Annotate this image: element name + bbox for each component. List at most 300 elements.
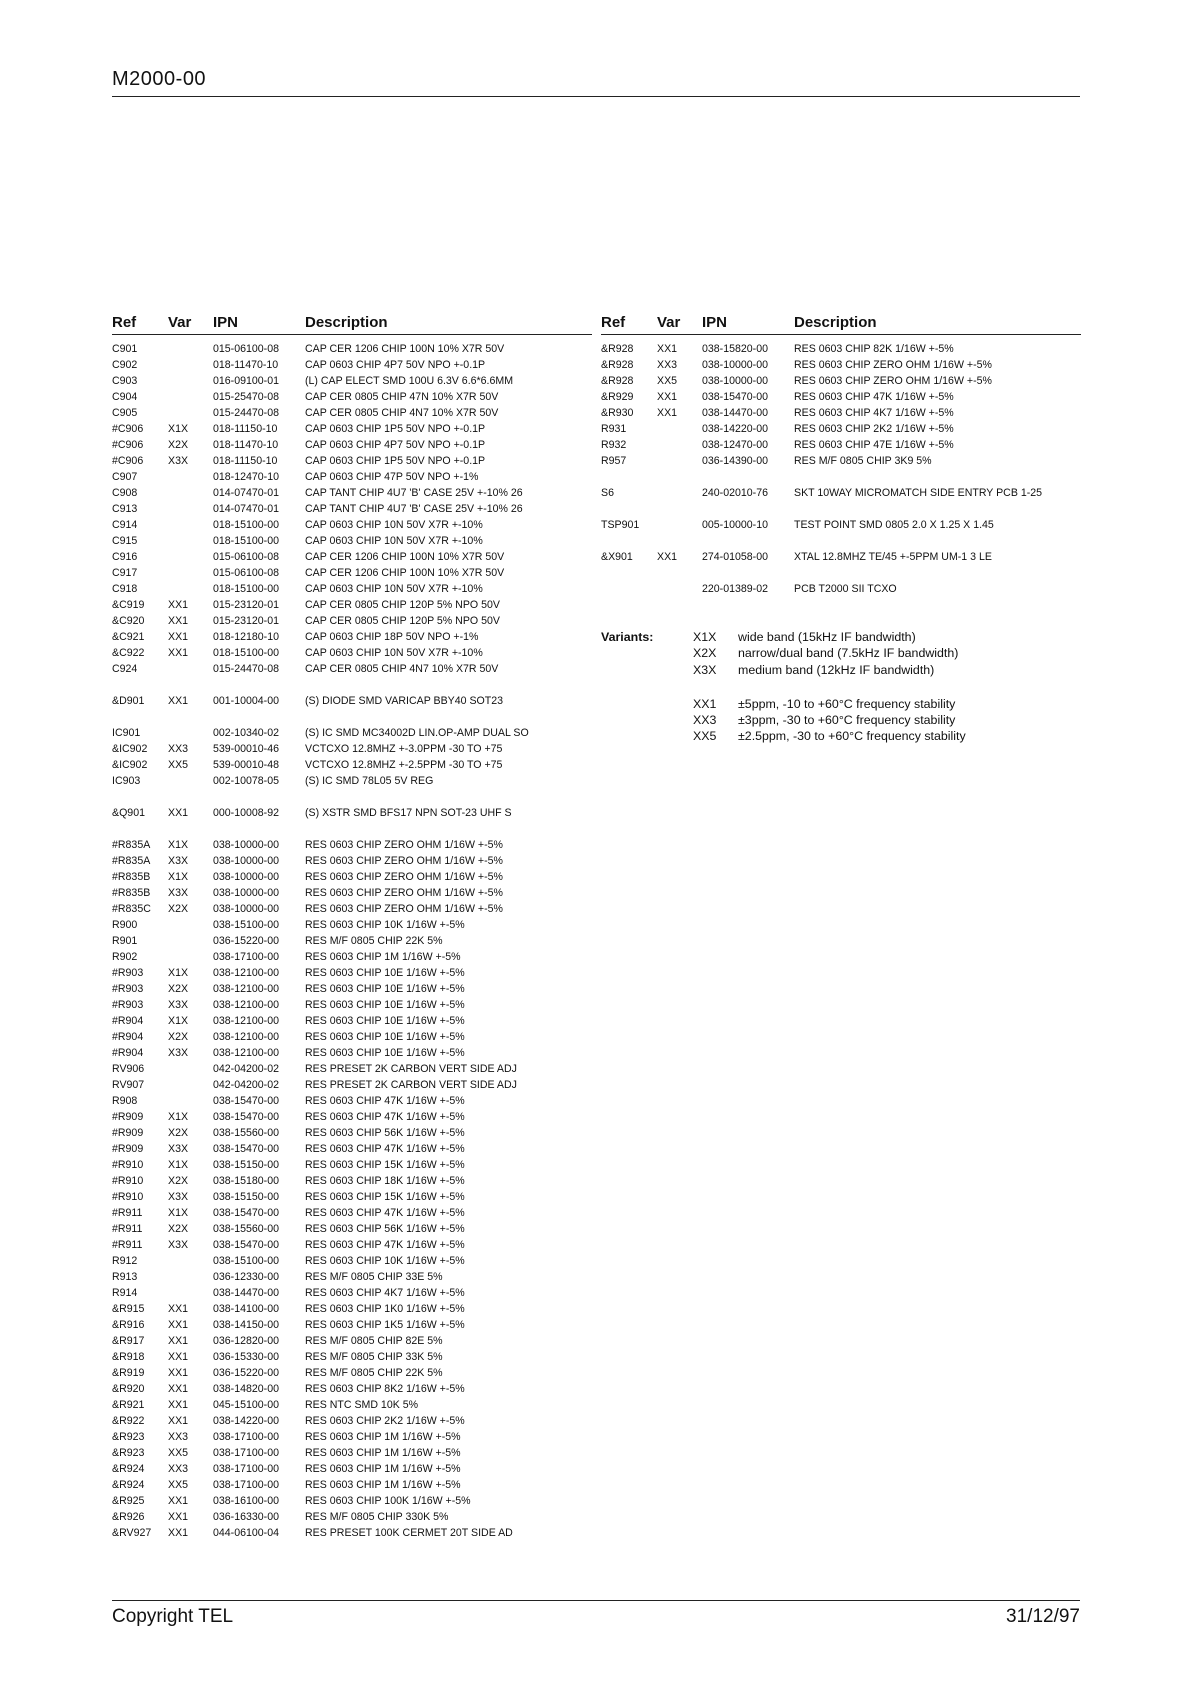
- cell-description: CAP 0603 CHIP 4P7 50V NPO +-0.1P: [305, 439, 486, 451]
- cell-description: CAP 0603 CHIP 10N 50V X7R +-10%: [305, 583, 483, 595]
- cell-ipn: 038-15100-00: [213, 1255, 279, 1267]
- cell-description: RES PRESET 100K CERMET 20T SIDE AD: [305, 1527, 513, 1539]
- cell-ipn: 015-23120-01: [213, 599, 279, 611]
- cell-var: X1X: [168, 1015, 189, 1027]
- cell-var: XX1: [168, 1383, 189, 1395]
- cell-description: RES 0603 CHIP ZERO OHM 1/16W +-5%: [305, 887, 503, 899]
- cell-ref: #R909: [112, 1143, 144, 1155]
- cell-ref: C901: [112, 343, 138, 355]
- cell-ref: C907: [112, 471, 138, 483]
- cell-description: RES 0603 CHIP 47K 1/16W +-5%: [305, 1111, 465, 1123]
- table-row: [112, 1237, 592, 1253]
- cell-ipn: 015-06100-08: [213, 343, 279, 355]
- cell-ref: &R920: [112, 1383, 145, 1395]
- table-row: [112, 389, 592, 405]
- cell-var: X1X: [168, 423, 189, 435]
- row-spacer: [601, 469, 1081, 485]
- cell-var: XX1: [657, 551, 678, 563]
- header-ref: Ref: [601, 314, 626, 331]
- cell-description: CAP 0603 CHIP 10N 50V X7R +-10%: [305, 647, 483, 659]
- variant-code: X3X: [693, 662, 717, 677]
- header-ipn: IPN: [213, 314, 239, 331]
- cell-ref: &R926: [112, 1511, 145, 1523]
- cell-description: RES 0603 CHIP 10E 1/16W +-5%: [305, 1031, 465, 1043]
- cell-var: X3X: [168, 1191, 189, 1203]
- cell-var: XX1: [168, 631, 189, 643]
- column-headers: [601, 314, 1081, 335]
- cell-var: XX1: [168, 1319, 189, 1331]
- cell-var: X1X: [168, 871, 189, 883]
- table-row: [601, 437, 1081, 453]
- cell-ipn: 038-14100-00: [213, 1303, 279, 1315]
- cell-var: X2X: [168, 1031, 189, 1043]
- cell-ref: #R910: [112, 1175, 144, 1187]
- table-row: [112, 805, 592, 821]
- table-row: [112, 1029, 592, 1045]
- cell-ref: C904: [112, 391, 138, 403]
- cell-ref: C916: [112, 551, 138, 563]
- table-row: [601, 517, 1081, 533]
- cell-description: RES M/F 0805 CHIP 33E 5%: [305, 1271, 443, 1283]
- cell-ref: #R904: [112, 1031, 144, 1043]
- row-spacer: [601, 533, 1081, 549]
- table-row: [601, 373, 1081, 389]
- cell-ref: C914: [112, 519, 138, 531]
- cell-description: XTAL 12.8MHZ TE/45 +-5PPM UM-1 3 LE: [794, 551, 992, 563]
- cell-var: X2X: [168, 1223, 189, 1235]
- table-row: [112, 933, 592, 949]
- cell-ref: &Q901: [112, 807, 145, 819]
- cell-ref: &R919: [112, 1367, 145, 1379]
- table-row: [112, 725, 592, 741]
- variant-code: X1X: [693, 630, 717, 644]
- cell-ipn: 015-25470-08: [213, 391, 279, 403]
- table-row: [112, 485, 592, 501]
- table-row: [601, 389, 1081, 405]
- cell-ref: #R911: [112, 1239, 143, 1251]
- cell-description: RES 0603 CHIP 1K0 1/16W +-5%: [305, 1303, 465, 1315]
- table-row: [112, 1397, 592, 1413]
- cell-description: RES 0603 CHIP ZERO OHM 1/16W +-5%: [305, 903, 503, 915]
- cell-ref: &IC902: [112, 759, 148, 771]
- cell-ipn: 038-12100-00: [213, 1031, 279, 1043]
- table-row: [112, 949, 592, 965]
- cell-ref: #R903: [112, 999, 144, 1011]
- cell-description: RES M/F 0805 CHIP 33K 5%: [305, 1351, 443, 1363]
- cell-description: RES PRESET 2K CARBON VERT SIDE ADJ: [305, 1063, 517, 1075]
- cell-var: X3X: [168, 455, 189, 467]
- cell-description: RES 0603 CHIP 47K 1/16W +-5%: [794, 391, 954, 403]
- cell-description: RES 0603 CHIP 15K 1/16W +-5%: [305, 1159, 465, 1171]
- cell-description: RES 0603 CHIP ZERO OHM 1/16W +-5%: [794, 375, 992, 387]
- table-row: [601, 421, 1081, 437]
- cell-ipn: 042-04200-02: [213, 1063, 279, 1075]
- cell-ref: &C921: [112, 631, 145, 643]
- table-row: [112, 965, 592, 981]
- cell-description: CAP 0603 CHIP 10N 50V X7R +-10%: [305, 519, 483, 531]
- cell-var: X3X: [168, 855, 189, 867]
- cell-description: RES 0603 CHIP 2K2 1/16W +-5%: [794, 423, 954, 435]
- cell-description: CAP CER 1206 CHIP 100N 10% X7R 50V: [305, 567, 505, 579]
- table-row: [112, 1285, 592, 1301]
- table-row: [112, 1109, 592, 1125]
- table-row: [112, 341, 592, 357]
- cell-description: RES 0603 CHIP 47K 1/16W +-5%: [305, 1095, 465, 1107]
- cell-var: X2X: [168, 983, 189, 995]
- cell-description: RES 0603 CHIP 1K5 1/16W +-5%: [305, 1319, 465, 1331]
- table-row: [112, 741, 592, 757]
- cell-ref: &R921: [112, 1399, 145, 1411]
- table-row: [112, 549, 592, 565]
- cell-description: RES M/F 0805 CHIP 82E 5%: [305, 1335, 443, 1347]
- cell-ipn: 018-11150-10: [213, 455, 278, 467]
- cell-ipn: 038-16100-00: [213, 1495, 279, 1507]
- table-row: [112, 645, 592, 661]
- cell-description: CAP 0603 CHIP 1P5 50V NPO +-0.1P: [305, 455, 486, 467]
- table-row: [112, 773, 592, 789]
- row-spacer: [112, 821, 592, 837]
- document-title: M2000-00: [112, 68, 207, 90]
- cell-ref: &R928: [601, 359, 634, 371]
- cell-ipn: 036-16330-00: [213, 1511, 279, 1523]
- cell-ipn: 042-04200-02: [213, 1079, 279, 1091]
- cell-var: XX1: [168, 1527, 189, 1539]
- cell-description: CAP 0603 CHIP 4P7 50V NPO +-0.1P: [305, 359, 486, 371]
- cell-ipn: 038-15100-00: [213, 919, 279, 931]
- cell-var: XX5: [168, 1447, 189, 1459]
- table-row: [112, 1445, 592, 1461]
- cell-ipn: 002-10078-05: [213, 775, 279, 787]
- cell-var: XX1: [168, 1367, 189, 1379]
- table-row: [601, 405, 1081, 421]
- cell-var: XX1: [168, 807, 189, 819]
- table-row: [112, 629, 592, 645]
- cell-ipn: 038-17100-00: [213, 1479, 279, 1491]
- cell-description: VCTCXO 12.8MHZ +-3.0PPM -30 TO +75: [305, 743, 503, 755]
- table-row: [112, 1125, 592, 1141]
- cell-ipn: 038-12100-00: [213, 967, 279, 979]
- header-description: Description: [794, 314, 877, 331]
- cell-ref: IC901: [112, 727, 141, 739]
- table-row: [112, 1221, 592, 1237]
- cell-ref: #R835C: [112, 903, 151, 915]
- cell-ref: #C906: [112, 439, 144, 451]
- cell-ipn: 001-10004-00: [213, 695, 279, 707]
- cell-description: RES 0603 CHIP 10E 1/16W +-5%: [305, 1015, 465, 1027]
- parts-column-right: [601, 314, 1081, 597]
- cell-var: X1X: [168, 967, 189, 979]
- cell-ipn: 018-11470-10: [213, 439, 279, 451]
- cell-ref: R931: [601, 423, 627, 435]
- cell-var: X3X: [168, 1143, 189, 1155]
- table-row: [112, 1013, 592, 1029]
- footer-date: 31/12/97: [1006, 1606, 1080, 1627]
- cell-ipn: 018-11150-10: [213, 423, 278, 435]
- table-row: [112, 1333, 592, 1349]
- cell-ipn: 015-06100-08: [213, 567, 279, 579]
- cell-ipn: 038-17100-00: [213, 1447, 279, 1459]
- cell-description: CAP CER 0805 CHIP 120P 5% NPO 50V: [305, 599, 500, 611]
- cell-description: (L) CAP ELECT SMD 100U 6.3V 6.6*6.6MM: [305, 375, 514, 387]
- cell-ipn: 005-10000-10: [702, 519, 768, 531]
- row-spacer: [112, 709, 592, 725]
- cell-var: XX1: [657, 343, 678, 355]
- cell-var: XX1: [657, 391, 678, 403]
- variant-text: medium band (12kHz IF bandwidth): [738, 662, 935, 677]
- cell-var: X3X: [168, 1047, 189, 1059]
- cell-ref: #R903: [112, 967, 144, 979]
- row-spacer: [112, 789, 592, 805]
- table-row: [112, 1317, 592, 1333]
- cell-var: XX3: [657, 359, 678, 371]
- table-row: [112, 1477, 592, 1493]
- cell-var: X3X: [168, 887, 189, 899]
- cell-ipn: 036-14390-00: [702, 455, 768, 467]
- cell-ref: &IC902: [112, 743, 148, 755]
- cell-description: RES M/F 0805 CHIP 3K9 5%: [794, 455, 932, 467]
- cell-ipn: 036-12330-00: [213, 1271, 279, 1283]
- header-rule: [112, 96, 1080, 97]
- row-spacer: [601, 565, 1081, 581]
- cell-var: XX1: [168, 1495, 189, 1507]
- cell-description: RES 0603 CHIP 56K 1/16W +-5%: [305, 1127, 465, 1139]
- cell-var: XX1: [168, 1415, 189, 1427]
- column-headers: [112, 314, 592, 335]
- variants-legend: [601, 629, 1081, 745]
- cell-description: CAP 0603 CHIP 47P 50V NPO +-1%: [305, 471, 479, 483]
- cell-description: TEST POINT SMD 0805 2.0 X 1.25 X 1.45: [794, 519, 994, 531]
- cell-ref: &C922: [112, 647, 145, 659]
- cell-ref: &C920: [112, 615, 145, 627]
- cell-ref: C908: [112, 487, 138, 499]
- cell-ref: &R923: [112, 1431, 145, 1443]
- cell-description: CAP CER 1206 CHIP 100N 10% X7R 50V: [305, 551, 505, 563]
- table-row: [112, 1189, 592, 1205]
- table-row: [112, 997, 592, 1013]
- cell-description: CAP 0603 CHIP 10N 50V X7R +-10%: [305, 535, 483, 547]
- cell-ipn: 038-10000-00: [213, 839, 279, 851]
- table-row: [112, 1173, 592, 1189]
- cell-ipn: 038-12100-00: [213, 999, 279, 1011]
- cell-ipn: 036-15220-00: [213, 935, 279, 947]
- cell-ref: &R929: [601, 391, 634, 403]
- cell-description: RES 0603 CHIP 4K7 1/16W +-5%: [794, 407, 954, 419]
- cell-ref: &R928: [601, 343, 634, 355]
- footer-copyright: Copyright TEL: [112, 1606, 234, 1627]
- cell-ipn: 038-15150-00: [213, 1159, 279, 1171]
- cell-ref: C915: [112, 535, 138, 547]
- cell-ref: RV907: [112, 1079, 145, 1091]
- cell-description: CAP CER 0805 CHIP 4N7 10% X7R 50V: [305, 663, 499, 675]
- table-row: [112, 1205, 592, 1221]
- table-row: [112, 501, 592, 517]
- table-row: [112, 421, 592, 437]
- cell-var: X3X: [168, 999, 189, 1011]
- cell-var: XX3: [168, 1431, 189, 1443]
- cell-ref: R932: [601, 439, 627, 451]
- cell-description: RES 0603 CHIP 4K7 1/16W +-5%: [305, 1287, 465, 1299]
- table-row: [112, 901, 592, 917]
- table-row: [112, 853, 592, 869]
- cell-ipn: 014-07470-01: [213, 503, 279, 515]
- cell-ipn: 038-15470-00: [213, 1207, 279, 1219]
- cell-description: RES PRESET 2K CARBON VERT SIDE ADJ: [305, 1079, 517, 1091]
- cell-ipn: 018-15100-00: [213, 535, 279, 547]
- cell-ref: #C906: [112, 423, 144, 435]
- cell-description: RES M/F 0805 CHIP 330K 5%: [305, 1511, 449, 1523]
- cell-var: XX1: [168, 1303, 189, 1315]
- cell-description: RES 0603 CHIP ZERO OHM 1/16W +-5%: [794, 359, 992, 371]
- cell-description: (S) IC SMD MC34002D LIN.OP-AMP DUAL SO: [305, 727, 529, 739]
- cell-ref: &R925: [112, 1495, 145, 1507]
- cell-ipn: 018-12470-10: [213, 471, 279, 483]
- table-row: [601, 357, 1081, 373]
- cell-ref: C903: [112, 375, 138, 387]
- table-row: [112, 1269, 592, 1285]
- table-row: [112, 757, 592, 773]
- cell-ref: #R909: [112, 1111, 144, 1123]
- cell-description: PCB T2000 SII TCXO: [794, 583, 897, 595]
- cell-ref: S6: [601, 487, 614, 499]
- table-row: [112, 533, 592, 549]
- cell-ref: &R924: [112, 1463, 145, 1475]
- table-row: [112, 661, 592, 677]
- cell-var: X2X: [168, 903, 189, 915]
- cell-description: RES 0603 CHIP 10K 1/16W +-5%: [305, 1255, 465, 1267]
- table-row: [112, 357, 592, 373]
- table-row: [112, 1413, 592, 1429]
- table-row: [601, 341, 1081, 357]
- cell-ref: #R904: [112, 1047, 144, 1059]
- cell-ipn: 038-15560-00: [213, 1127, 279, 1139]
- cell-var: XX3: [168, 743, 189, 755]
- table-row: [112, 1509, 592, 1525]
- cell-description: RES 0603 CHIP ZERO OHM 1/16W +-5%: [305, 871, 503, 883]
- cell-ipn: 044-06100-04: [213, 1527, 279, 1539]
- header-var: Var: [168, 314, 192, 331]
- table-row: [601, 453, 1081, 469]
- cell-description: CAP 0603 CHIP 18P 50V NPO +-1%: [305, 631, 479, 643]
- table-row: [112, 981, 592, 997]
- cell-ipn: 038-10000-00: [213, 855, 279, 867]
- cell-description: RES 0603 CHIP ZERO OHM 1/16W +-5%: [305, 839, 503, 851]
- table-row: [112, 597, 592, 613]
- cell-ipn: 018-11470-10: [213, 359, 279, 371]
- cell-var: XX1: [168, 1351, 189, 1363]
- cell-var: XX1: [168, 599, 189, 611]
- table-row: [112, 1381, 592, 1397]
- cell-description: CAP TANT CHIP 4U7 'B' CASE 25V +-10% 26: [305, 487, 523, 499]
- table-row: [112, 869, 592, 885]
- cell-description: RES 0603 CHIP 10K 1/16W +-5%: [305, 919, 465, 931]
- table-row: [112, 405, 592, 421]
- cell-ipn: 038-14220-00: [702, 423, 768, 435]
- cell-var: X1X: [168, 839, 189, 851]
- table-row: [112, 693, 592, 709]
- table-row: [112, 837, 592, 853]
- header-var: Var: [657, 314, 681, 331]
- cell-ipn: 018-15100-00: [213, 519, 279, 531]
- table-row: [112, 1349, 592, 1365]
- cell-description: SKT 10WAY MICROMATCH SIDE ENTRY PCB 1-25: [794, 487, 1043, 499]
- table-row: [112, 437, 592, 453]
- cell-description: RES NTC SMD 10K 5%: [305, 1399, 419, 1411]
- variant-code: X2X: [693, 646, 717, 661]
- cell-var: X3X: [168, 1239, 189, 1251]
- cell-ipn: 015-23120-01: [213, 615, 279, 627]
- table-row: [112, 1365, 592, 1381]
- parts-column-left: [112, 314, 592, 1541]
- table-row: [112, 581, 592, 597]
- cell-ref: #R835B: [112, 871, 151, 883]
- cell-ref: C913: [112, 503, 138, 515]
- variant-text: ±5ppm, -10 to +60°C frequency stability: [738, 696, 956, 711]
- cell-ipn: 038-10000-00: [702, 359, 768, 371]
- variants-label: Variants:: [601, 630, 654, 644]
- cell-ref: &R924: [112, 1479, 145, 1491]
- cell-ref: #R835B: [112, 887, 151, 899]
- cell-ref: R901: [112, 935, 138, 947]
- cell-var: X1X: [168, 1159, 189, 1171]
- cell-ref: #R835A: [112, 839, 151, 851]
- cell-ref: #R910: [112, 1159, 144, 1171]
- cell-ipn: 000-10008-92: [213, 807, 279, 819]
- cell-description: (S) XSTR SMD BFS17 NPN SOT-23 UHF S: [305, 807, 512, 819]
- parts-list-left: [112, 341, 592, 1541]
- row-spacer: [601, 501, 1081, 517]
- cell-description: RES 0603 CHIP 10E 1/16W +-5%: [305, 983, 465, 995]
- cell-ipn: 018-12180-10: [213, 631, 279, 643]
- cell-description: RES M/F 0805 CHIP 22K 5%: [305, 1367, 443, 1379]
- cell-description: RES 0603 CHIP 1M 1/16W +-5%: [305, 1479, 461, 1491]
- cell-description: RES 0603 CHIP 47K 1/16W +-5%: [305, 1143, 465, 1155]
- cell-description: RES 0603 CHIP 10E 1/16W +-5%: [305, 1047, 465, 1059]
- cell-ipn: 038-15470-00: [213, 1095, 279, 1107]
- cell-ref: #R911: [112, 1223, 143, 1235]
- cell-ipn: 036-15220-00: [213, 1367, 279, 1379]
- cell-ipn: 038-15470-00: [213, 1143, 279, 1155]
- cell-ipn: 015-24470-08: [213, 663, 279, 675]
- variant-code: XX1: [693, 696, 717, 711]
- cell-ref: R900: [112, 919, 138, 931]
- cell-ipn: 038-12470-00: [702, 439, 768, 451]
- cell-ipn: 038-10000-00: [213, 903, 279, 915]
- cell-description: RES 0603 CHIP 15K 1/16W +-5%: [305, 1191, 465, 1203]
- cell-ref: R914: [112, 1287, 138, 1299]
- cell-description: RES 0603 CHIP 47K 1/16W +-5%: [305, 1207, 465, 1219]
- cell-ref: C924: [112, 663, 138, 675]
- table-row: [112, 1157, 592, 1173]
- cell-ipn: 038-12100-00: [213, 1047, 279, 1059]
- table-row: [112, 1461, 592, 1477]
- cell-ipn: 274-01058-00: [702, 551, 768, 563]
- parts-list-right: [601, 341, 1081, 597]
- table-row: [112, 1301, 592, 1317]
- cell-ipn: 038-15470-00: [702, 391, 768, 403]
- cell-description: RES 0603 CHIP 10E 1/16W +-5%: [305, 999, 465, 1011]
- cell-description: CAP CER 0805 CHIP 120P 5% NPO 50V: [305, 615, 500, 627]
- table-row: [112, 565, 592, 581]
- cell-ref: R908: [112, 1095, 138, 1107]
- cell-ipn: 038-15470-00: [213, 1111, 279, 1123]
- cell-ipn: 036-15330-00: [213, 1351, 279, 1363]
- cell-ipn: 018-15100-00: [213, 583, 279, 595]
- cell-description: RES 0603 CHIP 82K 1/16W +-5%: [794, 343, 954, 355]
- table-row: [112, 453, 592, 469]
- cell-ipn: 038-15470-00: [213, 1239, 279, 1251]
- cell-description: RES 0603 CHIP 100K 1/16W +-5%: [305, 1495, 471, 1507]
- header-description: Description: [305, 314, 388, 331]
